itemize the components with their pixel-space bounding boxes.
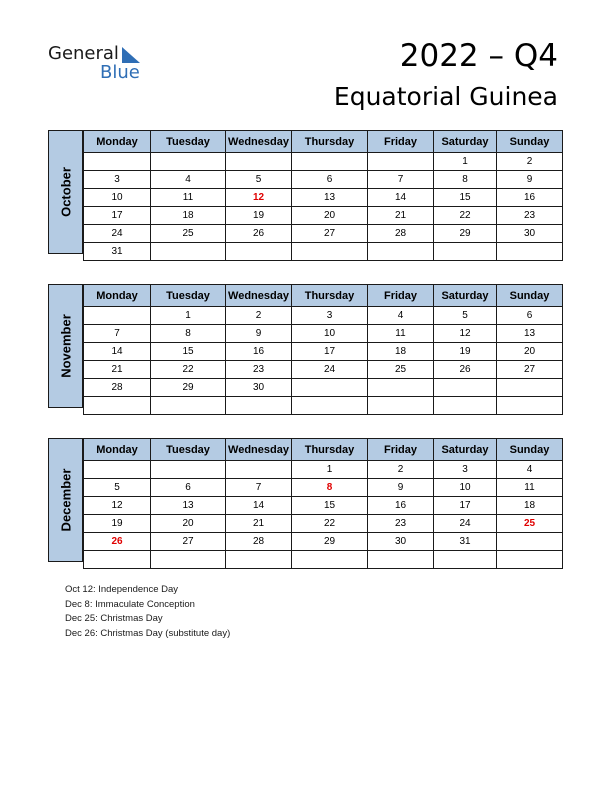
day-cell: 8 — [151, 325, 226, 343]
day-cell — [497, 551, 563, 569]
week-row — [84, 361, 563, 379]
month-label-cell — [48, 130, 83, 254]
day-cell: 15 — [434, 189, 497, 207]
weekday-header-row — [84, 131, 563, 153]
day-cell: 29 — [292, 533, 368, 551]
month-table — [83, 438, 563, 569]
day-cell: 6 — [497, 307, 563, 325]
page-title: 2022 – Q4 — [399, 38, 558, 74]
day-cell: 17 — [434, 497, 497, 515]
week-row — [84, 343, 563, 361]
week-row — [84, 171, 563, 189]
day-cell: 28 — [226, 533, 292, 551]
day-cell: 29 — [151, 379, 226, 397]
weekday-header: Tuesday — [151, 285, 226, 307]
day-cell — [84, 307, 151, 325]
day-cell: 31 — [84, 243, 151, 261]
day-cell: 10 — [84, 189, 151, 207]
holiday-note: Oct 12: Independence Day — [65, 584, 179, 595]
weekday-header: Sunday — [497, 285, 563, 307]
day-cell: 23 — [226, 361, 292, 379]
weekday-header-row — [84, 285, 563, 307]
day-cell — [84, 397, 151, 415]
holiday-note: Dec 26: Christmas Day (substitute day) — [65, 628, 231, 640]
day-cell: 6 — [151, 479, 226, 497]
day-cell — [292, 379, 368, 397]
day-cell: 28 — [368, 225, 434, 243]
day-cell — [226, 461, 292, 479]
day-cell: 18 — [497, 497, 563, 515]
weekday-header: Thursday — [292, 285, 368, 307]
day-cell: 27 — [497, 361, 563, 379]
day-cell: 24 — [434, 515, 497, 533]
day-cell — [434, 397, 497, 415]
day-cell: 3 — [292, 307, 368, 325]
month-table — [83, 130, 563, 261]
logo-text-general: General — [48, 43, 119, 64]
weekday-header: Monday — [84, 439, 151, 461]
day-cell: 12 — [84, 497, 151, 515]
holiday-note: Dec 8: Immaculate Conception — [65, 598, 195, 610]
day-cell — [497, 397, 563, 415]
holiday-day-cell: 26 — [84, 533, 151, 551]
day-cell: 20 — [497, 343, 563, 361]
logo-text-blue: Blue — [100, 62, 140, 83]
logo-flag-icon — [122, 47, 140, 63]
day-cell: 2 — [497, 153, 563, 171]
day-cell: 20 — [151, 515, 226, 533]
weekday-header: Wednesday — [226, 439, 292, 461]
day-cell — [151, 461, 226, 479]
day-cell: 16 — [368, 497, 434, 515]
day-cell — [497, 379, 563, 397]
weekday-header: Thursday — [292, 439, 368, 461]
day-cell: 22 — [292, 515, 368, 533]
day-cell: 9 — [226, 325, 292, 343]
day-cell: 15 — [151, 343, 226, 361]
day-cell: 21 — [226, 515, 292, 533]
week-row — [84, 307, 563, 325]
day-cell: 14 — [84, 343, 151, 361]
day-cell — [434, 379, 497, 397]
week-row — [84, 551, 563, 569]
day-cell: 12 — [434, 325, 497, 343]
day-cell: 22 — [434, 207, 497, 225]
generalblue-logo — [48, 44, 158, 84]
day-cell: 21 — [368, 207, 434, 225]
day-cell: 1 — [292, 461, 368, 479]
day-cell — [292, 243, 368, 261]
day-cell: 3 — [84, 171, 151, 189]
day-cell: 26 — [226, 225, 292, 243]
day-cell: 25 — [368, 361, 434, 379]
week-row — [84, 189, 563, 207]
month-name: November — [58, 314, 73, 378]
day-cell: 19 — [226, 207, 292, 225]
day-cell: 16 — [497, 189, 563, 207]
day-cell: 27 — [292, 225, 368, 243]
day-cell: 21 — [84, 361, 151, 379]
day-cell: 18 — [151, 207, 226, 225]
day-cell: 7 — [84, 325, 151, 343]
holiday-day-cell: 25 — [497, 515, 563, 533]
day-cell — [84, 551, 151, 569]
day-cell: 17 — [84, 207, 151, 225]
day-cell: 7 — [226, 479, 292, 497]
weekday-header: Monday — [84, 131, 151, 153]
week-row — [84, 515, 563, 533]
day-cell — [497, 243, 563, 261]
day-cell: 13 — [497, 325, 563, 343]
weekday-header: Tuesday — [151, 131, 226, 153]
week-row — [84, 207, 563, 225]
day-cell: 18 — [368, 343, 434, 361]
week-row — [84, 479, 563, 497]
day-cell — [151, 243, 226, 261]
week-row — [84, 461, 563, 479]
day-cell: 25 — [151, 225, 226, 243]
weekday-header: Saturday — [434, 439, 497, 461]
day-cell — [226, 243, 292, 261]
month-table — [83, 284, 563, 415]
day-cell: 30 — [226, 379, 292, 397]
day-cell: 30 — [368, 533, 434, 551]
holiday-note: Dec 25: Christmas Day — [65, 613, 163, 625]
weekday-header: Friday — [368, 439, 434, 461]
week-row — [84, 225, 563, 243]
day-cell: 2 — [226, 307, 292, 325]
day-cell: 23 — [368, 515, 434, 533]
day-cell — [434, 551, 497, 569]
day-cell: 3 — [434, 461, 497, 479]
weekday-header-row — [84, 439, 563, 461]
day-cell: 16 — [226, 343, 292, 361]
day-cell: 2 — [368, 461, 434, 479]
day-cell: 19 — [84, 515, 151, 533]
weekday-header: Tuesday — [151, 439, 226, 461]
holiday-notes — [65, 583, 230, 642]
holiday-day-cell: 8 — [292, 479, 368, 497]
day-cell — [368, 397, 434, 415]
weekday-header: Friday — [368, 285, 434, 307]
week-row — [84, 397, 563, 415]
month-name: October — [58, 167, 73, 217]
day-cell: 17 — [292, 343, 368, 361]
day-cell: 7 — [368, 171, 434, 189]
day-cell: 31 — [434, 533, 497, 551]
day-cell: 6 — [292, 171, 368, 189]
day-cell: 20 — [292, 207, 368, 225]
day-cell: 28 — [84, 379, 151, 397]
day-cell — [292, 551, 368, 569]
day-cell — [434, 243, 497, 261]
country-name: Equatorial Guinea — [333, 82, 558, 111]
holiday-day-cell: 12 — [226, 189, 292, 207]
day-cell — [84, 461, 151, 479]
day-cell: 10 — [292, 325, 368, 343]
week-row — [84, 379, 563, 397]
month-label-cell — [48, 284, 83, 408]
day-cell — [368, 551, 434, 569]
day-cell: 5 — [226, 171, 292, 189]
day-cell: 24 — [292, 361, 368, 379]
weekday-header: Sunday — [497, 439, 563, 461]
day-cell: 15 — [292, 497, 368, 515]
day-cell: 1 — [434, 153, 497, 171]
day-cell — [151, 153, 226, 171]
weekday-header: Monday — [84, 285, 151, 307]
weekday-header: Wednesday — [226, 131, 292, 153]
day-cell — [292, 397, 368, 415]
month-label-cell — [48, 438, 83, 562]
day-cell — [368, 243, 434, 261]
day-cell: 23 — [497, 207, 563, 225]
day-cell: 26 — [434, 361, 497, 379]
day-cell — [368, 153, 434, 171]
weekday-header: Friday — [368, 131, 434, 153]
day-cell: 5 — [84, 479, 151, 497]
day-cell: 14 — [368, 189, 434, 207]
day-cell — [226, 397, 292, 415]
day-cell — [226, 153, 292, 171]
weekday-header: Wednesday — [226, 285, 292, 307]
day-cell: 14 — [226, 497, 292, 515]
day-cell: 5 — [434, 307, 497, 325]
day-cell — [84, 153, 151, 171]
day-cell: 27 — [151, 533, 226, 551]
day-cell: 11 — [368, 325, 434, 343]
day-cell: 22 — [151, 361, 226, 379]
day-cell: 1 — [151, 307, 226, 325]
day-cell: 10 — [434, 479, 497, 497]
weekday-header: Thursday — [292, 131, 368, 153]
day-cell: 4 — [497, 461, 563, 479]
day-cell: 30 — [497, 225, 563, 243]
day-cell: 9 — [497, 171, 563, 189]
day-cell — [226, 551, 292, 569]
day-cell: 8 — [434, 171, 497, 189]
day-cell: 11 — [497, 479, 563, 497]
week-row — [84, 497, 563, 515]
day-cell: 4 — [151, 171, 226, 189]
day-cell: 24 — [84, 225, 151, 243]
week-row — [84, 325, 563, 343]
weekday-header: Saturday — [434, 285, 497, 307]
day-cell — [151, 551, 226, 569]
day-cell: 4 — [368, 307, 434, 325]
day-cell: 11 — [151, 189, 226, 207]
weekday-header: Saturday — [434, 131, 497, 153]
day-cell: 29 — [434, 225, 497, 243]
day-cell — [368, 379, 434, 397]
day-cell: 13 — [292, 189, 368, 207]
day-cell: 9 — [368, 479, 434, 497]
month-name: December — [58, 468, 73, 532]
week-row — [84, 533, 563, 551]
day-cell — [497, 533, 563, 551]
day-cell: 19 — [434, 343, 497, 361]
day-cell — [292, 153, 368, 171]
weekday-header: Sunday — [497, 131, 563, 153]
day-cell — [151, 397, 226, 415]
week-row — [84, 243, 563, 261]
day-cell: 13 — [151, 497, 226, 515]
week-row — [84, 153, 563, 171]
